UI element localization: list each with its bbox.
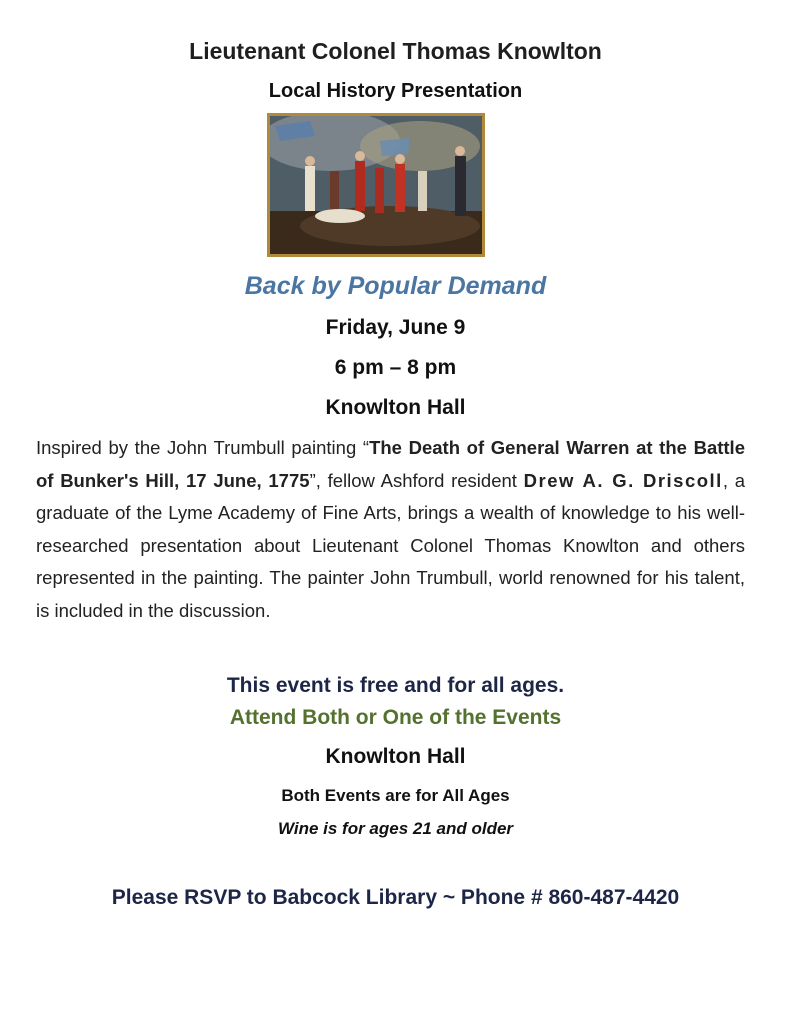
attend-note: Attend Both or One of the Events (229, 706, 562, 729)
event-tagline: Back by Popular Demand (244, 272, 547, 300)
presenter-name: Drew A. G. Driscoll (523, 469, 723, 491)
page-subtitle: Local History Presentation (268, 80, 523, 102)
event-venue: Knowlton Hall (325, 396, 466, 419)
event-date: Friday, June 9 (325, 316, 466, 339)
description-text: ”, fellow Ashford resident (309, 469, 524, 491)
painting-title: The Death of General Warren at the Battle of Bunker's Hill, 17 June, 1775 (36, 437, 745, 491)
event-time: 6 pm – 8 pm (334, 356, 457, 379)
rsvp-line: Please RSVP to Babcock Library ~ Phone # 860-487-4420 (111, 886, 680, 909)
painting-image (267, 113, 485, 257)
event-description (36, 432, 745, 628)
free-note: This event is free and for all ages. (226, 674, 565, 697)
page-title: Lieutenant Colonel Thomas Knowlton (189, 38, 602, 64)
ages-note: Both Events are for All Ages (281, 786, 510, 805)
footer-venue: Knowlton Hall (325, 745, 466, 768)
description-text: Inspired by the John Trumbull painting “ (36, 437, 370, 458)
wine-note: Wine is for ages 21 and older (277, 819, 514, 838)
description-text: , a graduate of the Lyme Academy of Fine Arts, brings a wealth of knowledge to his well-researched presentation about Lieutenant Colonel Thomas Knowlton and others represented in the painting. The painter John Trumbull, world renowned for his talent, is included in the discussion. (36, 469, 745, 621)
painting-scene (270, 116, 482, 254)
